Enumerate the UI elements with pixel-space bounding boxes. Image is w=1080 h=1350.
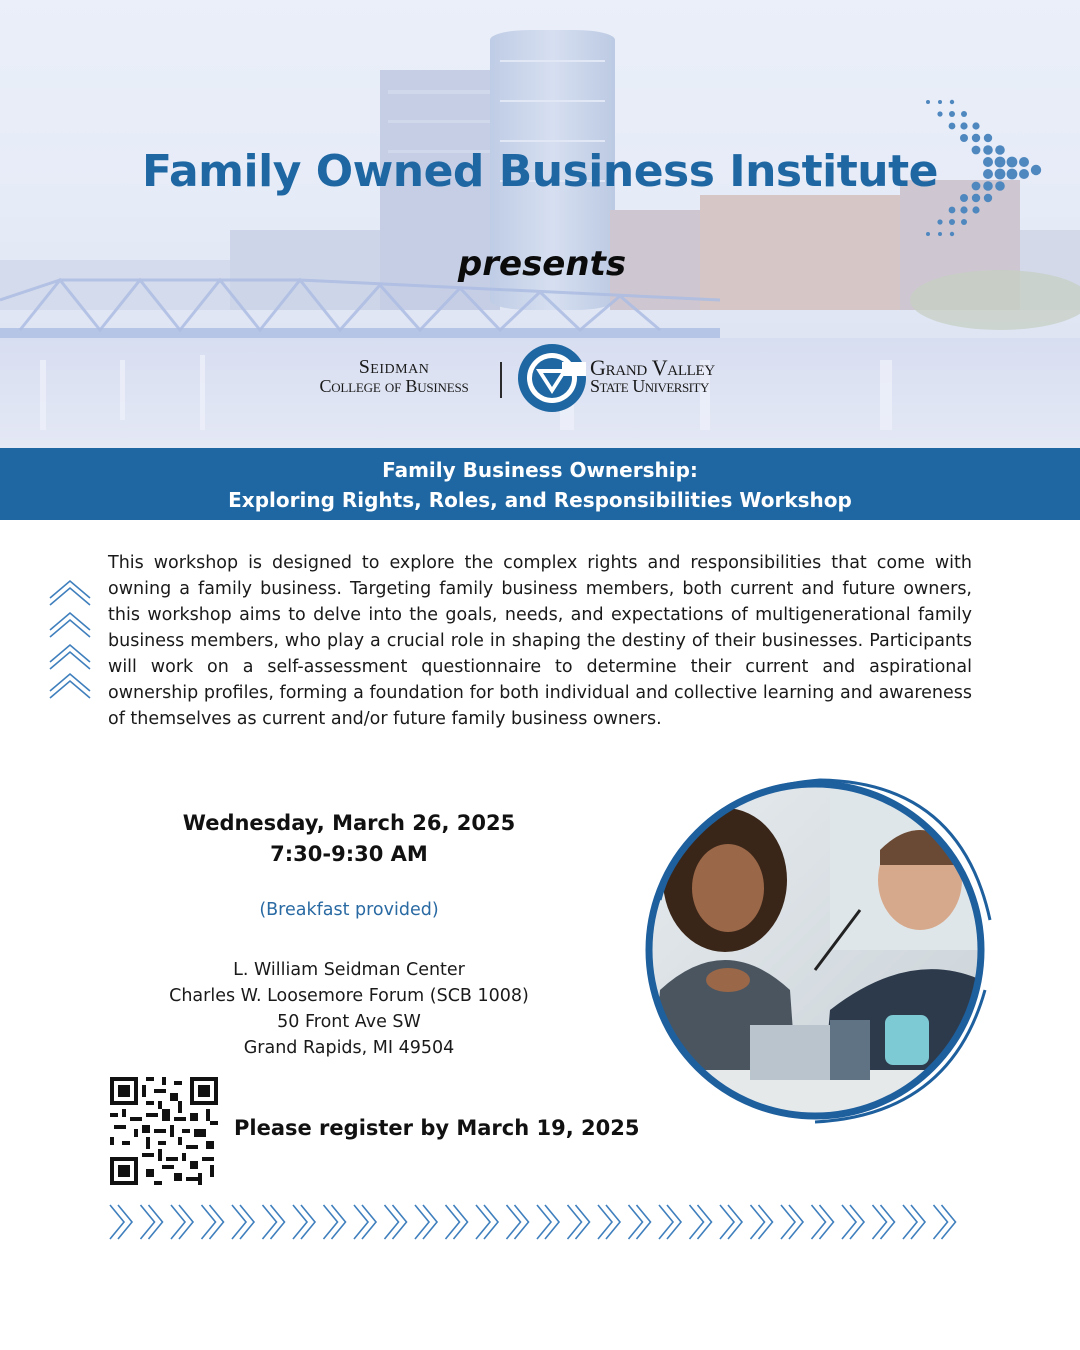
gvsu-logo-line1: Grand Valley <box>590 355 715 380</box>
venue-line2: Charles W. Loosemore Forum (SCB 1008) <box>169 986 529 1006</box>
gvsu-logo-text <box>590 355 715 396</box>
gvsu-logo-line2: State University <box>590 376 709 396</box>
venue-line3: 50 Front Ave SW <box>277 1012 421 1032</box>
event-datetime <box>99 808 599 870</box>
workshop-title-banner <box>0 448 1080 520</box>
venue-line4: Grand Rapids, MI 49504 <box>243 1038 455 1058</box>
logo-row <box>290 340 790 416</box>
workshop-title-line1: Family Business Ownership: <box>382 458 698 482</box>
register-deadline: Please register by March 19, 2025 <box>234 1116 640 1140</box>
seidman-logo-line2: College of Business <box>319 376 469 396</box>
qr-code-icon[interactable] <box>110 1077 218 1185</box>
seidman-logo-line1: Seidman <box>358 356 430 378</box>
event-date: Wednesday, March 26, 2025 <box>182 811 516 835</box>
page-title: Family Owned Business Institute <box>142 146 938 197</box>
workshop-title-line2: Exploring Rights, Roles, and Responsibilities Workshop <box>228 488 852 512</box>
presents-label: presents <box>457 244 627 284</box>
breakfast-note: (Breakfast provided) <box>259 900 439 920</box>
business-meeting-photo <box>630 770 1000 1130</box>
event-time: 7:30-9:30 AM <box>270 842 428 866</box>
logo-divider <box>500 362 502 398</box>
seidman-logo <box>296 358 492 396</box>
venue-line1: L. William Seidman Center <box>233 960 465 980</box>
gvsu-logo-icon <box>516 342 588 414</box>
event-venue <box>99 957 599 1061</box>
hero-header <box>0 0 1080 448</box>
workshop-description: This workshop is designed to explore the complex rights and responsibilities that come with owning a family business. Targeting family business members, both current and future owners, this workshop aims to delve into the goals, needs, and expectations of multigenerational family business members, who play a crucial role in shaping the destiny of their businesses. Participants will work on a self-assessment questionnaire to determine their current and aspirational ownership profiles, forming a foundation for both individual and collective learning and awareness of themselves as current and/or future family business owners. <box>108 553 972 729</box>
chevron-up-icon <box>46 578 94 702</box>
chevron-right-icon <box>108 1202 968 1242</box>
